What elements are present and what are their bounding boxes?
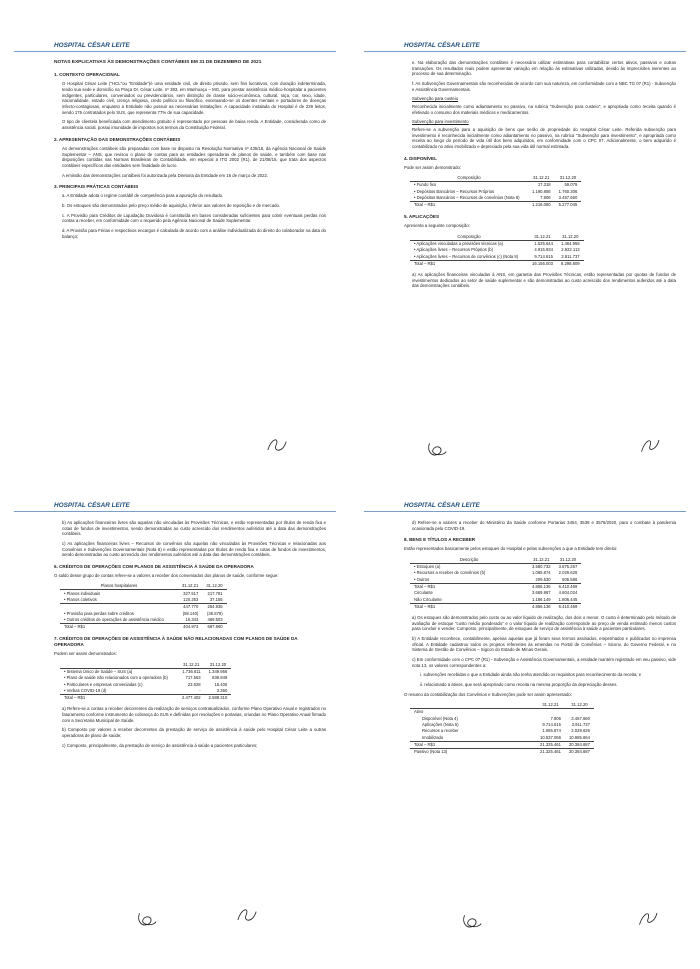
table-header: Composição xyxy=(410,174,528,181)
section-title: 1. CONTEXTO OPERACIONAL xyxy=(54,72,120,78)
footnote: b) A Entidade reconhece, contabilmente, apenas aquelas que já foram seus termos assinados, empenhados e publicados no imprensa oficial. A Entidade cadastrou todos os projetos referentes às emendas no Portal de Convênios – Siconv, do Governo Federal, e no Sistema de Gestão de Convênios – Sigcon do Estado de Minas Gerais. xyxy=(412,635,676,653)
table-row: • Outros créditos de operações de assistência médico 16.343 469.503 xyxy=(64,617,223,623)
disponivel-table xyxy=(410,174,581,208)
table-header: 31.12.20 xyxy=(205,661,232,668)
table-row: • Depósitos Bancários – Recursos de convênios (Nota 8) 7.906 3.457.660 xyxy=(414,195,578,201)
creditos-planos-table xyxy=(60,583,227,631)
paragraph: Refere-se a subvenção para a aquisição de bens que serão de propriedade do Hospital César Leite. Referida subvenção para investimento é reconhecida inicialmente como adiantamento no passivo, na rubrica "Subvenção para investimento", e apropriada como receita ao longo do período de vida útil dos bens adquiridos, em conformidade com o CPC 07. Adicionalmente, o bem adquirido é contabilizado no ativo imobilizado e depreciado pela sua vida útil normal estimada. xyxy=(412,127,676,150)
table-header: 31.12.21 xyxy=(528,233,557,240)
table-row: Recursos a receber 1.065.874 2.029.626 xyxy=(422,728,590,734)
table-row: • Sistema Único de Saúde – SUS (a) 1.736.611 1.349.956 xyxy=(64,669,228,675)
list-item: b. Os estoques são demonstrados pelo preço médio de aquisição, inferior aos valores de reposição e de mercado. xyxy=(62,202,281,208)
table-header: Composição xyxy=(410,233,528,240)
table-header: 31.12.20 xyxy=(565,701,594,708)
signature-mark xyxy=(459,912,485,932)
footnote: b) Composto por valores a receber decorrentes da prestação de serviço de assistência à saúde pelo Hospital César Leite a outras operadoras de plano de saúde; xyxy=(62,727,326,738)
footnote: c) Composto, principalmente, da prestação de serviço de assistência à saúde a pacientes particulares; xyxy=(62,742,258,748)
table-row: • Aplicações livres – Recursos Próprios (b) 4.915.934 2.922.113 xyxy=(414,247,580,253)
footnote: c) As aplicações financeiras livres – Recursos de convênios são aquelas não vinculadas às Provisões Técnicas e relacionadas aos Convênios e Subvenções Governamentais (Nota 8) e estão representadas por títulos de renda fixa e cotas de fundos de investimentos, sendo demonstradas ao custo acrescido dos rendimentos auferidos até a data das demonstrações contábeis. xyxy=(62,541,326,558)
document-page-2 xyxy=(364,40,686,480)
signature-mark xyxy=(634,908,660,928)
table-row: Circulante 3.669.987 4.604.024 xyxy=(414,590,578,596)
table-row: • Depósitos Bancários – Recursos Próprios 1.190.856 1.760.306 xyxy=(414,188,578,194)
table-row: • Verbas COVID-19 (d) - 3.360 xyxy=(64,688,228,693)
table-row: Aplicações (Nota 5) 9.714.615 3.911.737 xyxy=(422,721,590,727)
table-row: • Fundo fixo 17.318 59.079 xyxy=(414,182,578,188)
paragraph: O resumo da contabilização dos Convênios e Subvenções pode ser assim apresentado: xyxy=(404,691,572,697)
list-item: d. A Provisão para Férias e respectivos encargos é calculada de acordo com a análise individualizada do direito do colaborador na data do balanço; xyxy=(62,227,326,239)
table-row: Imobilizado 10.537.066 10.985.664 xyxy=(422,734,590,740)
list-item: e. Na elaboração das demonstrações contábeis é necessário utilizar estimativas para contabilizar certos ativos, passivos e outras transações. Os resultados reais podem apresentar variação em relação às estimativas utilizadas, devido às imprecisões inerentes ao processo de sua determinação. xyxy=(412,60,676,77)
table-header: 31.12.21 xyxy=(528,556,555,563)
paragraph: A emissão das demonstrações contábeis foi autorizada pela Diretoria da Entidade em 16 de março de 2022. xyxy=(62,172,269,178)
table-row: Não Circulante 1.186.149 1.806.445 xyxy=(414,596,578,602)
section-title: 6. CRÉDITOS DE OPERAÇÕES COM PLANOS DE ASSISTÊNCIA À SAÚDE DA OPERADORA xyxy=(54,564,254,570)
paragraph: O tipo de clientela beneficiada com atendimento gratuito é representado por pessoas de baixa renda. A Entidade, considerada como de assistência social, possui imunidade de impostos nos termos da Constituição Federal. xyxy=(62,119,326,131)
footnote: b) As aplicações financeiras livres são aquelas não vinculadas às Provisões Técnicas, e estão representadas por títulos de renda fixa e cotas de fundos de investimentos, sendo demonstradas ao custo acrescido dos rendimentos auferidos até a data das demonstrações contábeis. xyxy=(62,520,326,537)
table-row: • Provisão para perdas sobre créditos (59.140) (36.578) xyxy=(64,610,223,616)
table-header: Planos hospitalares xyxy=(60,583,178,590)
table-total-row: Total – R$1 4.856.136 6.410.469 xyxy=(410,603,581,610)
table-row: • Particulares e empresas conveniadas (c) 23.628 18.405 xyxy=(64,681,228,687)
convenios-subvencoes-table xyxy=(410,701,594,755)
section-title: 2. APRESENTAÇÃO DAS DEMONSTRAÇÕES CONTÁBEIS xyxy=(54,136,181,142)
table-total-row: Total – R$1 2.477.402 2.588.310 xyxy=(60,694,231,701)
paragraph: Podem ser assim demonstrados: xyxy=(54,651,117,657)
table-header: 31.12.20 xyxy=(202,583,226,590)
table-total-row: Total – R$1 21.325.461 20.384.687 xyxy=(410,741,594,748)
footnote: a) Os estoques são demonstrados pelo custo ou ao valor líquido de realização, dos dois o menor. O custo é determinado pelo método de avaliação de estoque "custo médio ponderado" e o valor líquido de realização corresponde ao preço de venda estimado menos custos para concluir e vender. Composto, principalmente, de estoques de serviço de assistência à saúde a pacientes particulares. xyxy=(412,614,676,632)
list-item: i. subvenções recebidas e que a Entidade ainda não tenha atendido os requisitos para reconhecimento da receita; e xyxy=(420,672,642,678)
table-header xyxy=(60,661,178,668)
table-header: 31.12.21 xyxy=(178,661,205,668)
table-row: • Planos coletivos 120.253 37.155 xyxy=(64,597,223,603)
footnote: a) As aplicações financeiras vinculadas à ANS, em garantia das Provisões Técnicas, estão representadas por quotas de fundos de investimentos dedicados ao setor de saúde suplementar e são demonstradas ao custo acrescido dos rendimentos auferidos até a data das demonstrações contábeis. xyxy=(412,271,676,289)
table-header: 31.12.20 xyxy=(555,556,582,563)
signature-mark xyxy=(264,435,290,455)
paragraph: Estão representados basicamente pelos estoques do Hospital e pelas subvenções a que a Entidade tem direito: xyxy=(404,546,618,552)
table-row: • Plano de saúde não relacionados com a operadora (b) 717.563 839.949 xyxy=(64,675,228,681)
paragraph: As demonstrações contábeis são preparadas com base no disposto na Resolução Normativa nº 435/18, da Agência Nacional de Saúde Suplementar – ANS, que revisou o plano de contas para as entidades operadoras de planos de saúde, e também com base nas disposições contidas nas Normas Brasileiras de Contabilidade, em especial a ITG 2002 (R1), de 21/08/15, que trata dos aspectos contábeis específicos das entidades sem finalidade de lucro. xyxy=(62,145,326,168)
document-page-3 xyxy=(14,500,336,940)
table-total-row: Total – R$1 404.973 687.860 xyxy=(60,623,227,630)
subsection-title: Subvenção para custeio xyxy=(412,96,459,102)
table-total-row: Total – R$1 16.156.003 8.298.809 xyxy=(410,260,584,267)
signature-mark xyxy=(234,905,260,925)
table-row: 447.770 254.935 xyxy=(60,603,227,610)
table-total-row: Total – R$1 4.856.136 6.410.469 xyxy=(410,583,581,590)
table-header: 31.12.20 xyxy=(557,233,584,240)
table-header: 31.12.21 xyxy=(536,701,565,708)
paragraph: Reconhecida inicialmente como adiantamento no passivo, na rubrica "Subvenção para custeio", e apropriada como receita quando é efetivado o consumo dos materiais médicos e medicamentos. xyxy=(412,104,676,115)
table-row: • Outros 209.530 505.586 xyxy=(414,576,578,582)
list-item: c. A Provisão para Créditos de Liquidação Duvidosa é constituída em bases consideradas suficientes para cobrir eventuais perdas nos contas a receber, em conformidade com o requerido pela Agência Nacional de Saúde Suplementar. xyxy=(62,212,326,224)
list-item: ii. relacionado a ativos, que será apropriado como receita na mesma proporção da depreciação desses. xyxy=(420,681,618,687)
table-header: 31.12.20 xyxy=(555,174,582,181)
table-header: Descrição xyxy=(410,556,528,563)
signature-mark xyxy=(636,435,662,455)
table-row: • Planos individuais 327.517 217.781 xyxy=(64,590,223,596)
paragraph: Apresenta a seguinte composição: xyxy=(404,223,470,229)
creditos-nao-relacionados-table xyxy=(60,661,231,701)
footnote: a) Refere-se a contas a receber decorrentes da realização de serviços contratualizados, conforme Plano Operativo Anual e registrados no faturamento conforme instrumento de cobrança do SUS e definidas por resoluções e portarias, oriundas no Plano Operativo Anual firmado com a Secretaria Municipal de Saúde. xyxy=(62,706,326,723)
footnote: d) Refere-se a valores a receber do Ministério da Saúde conforme Portarias 3454, 3538 e 3576/2020, para o combate à pandemia ocasionada pelo COVID-19. xyxy=(412,520,676,531)
table-row: • Recursos a receber de convênios (b) 1.065.874 2.029.626 xyxy=(414,570,578,576)
table-total-row: Total – R$1 1.216.080 5.277.045 xyxy=(410,202,581,209)
table-header xyxy=(410,701,536,708)
list-item: f. As Subvenções Governamentais são reconhecidas de acordo com sua natureza, em conformidade com a NBC TG 07 (R1) - Subvenção e Assistência Governamentais. xyxy=(412,81,676,92)
section-title: 7. CRÉDITOS DE OPERAÇÕES DE ASSISTÊNCIA À SAÚDE NÃO RELACIONADAS COM PLANOS DE SAÚDE DA OPERADORA xyxy=(54,636,298,648)
paragraph: O Hospital César Leite ("HCL"ou "Entidade")é uma entidade civil, de direito privado, sem fins lucrativos, com duração indeterminada, tendo sua sede e domicílio na Praça Dr. César Leite, nº 383, em Manhuaçu – MG, para prestar assistência médico-hospitalar a pacientes indigentes, particulares, conveniados ou previdenciários, sem distinção de classe sócio-econômica, cultural, raça, cor, sexo, idade, nacionalidade, estado civil, crença religiosa, credo político ou filosófico, excetuando-se os doentes mentais e portadores de doenças infecto-contagiosas, enquanto a Entidade não possuir as necessárias instalações. A capacidade instalada do Hospital é de 229 leitos, sendo 176 contratados pelo SUS, que representa 77% de sua capacidade. xyxy=(62,81,326,115)
table-total-row: Passivo (Nota 13) 21.325.461 20.384.687 xyxy=(410,748,594,755)
section-title: 5. APLICAÇÕES xyxy=(404,214,440,220)
document-page-4 xyxy=(364,500,686,940)
signature-mark xyxy=(134,910,160,930)
signature-mark xyxy=(424,440,450,460)
footnote: c) Em conformidade com o CPC 07 (R1) - Subvenção e Assistência Governamentais, a entidade mantém registrado em seu passivo, vide nota 13, os valores correspondentes a: xyxy=(412,656,676,668)
page-header: HOSPITAL CÉSAR LEITE xyxy=(14,500,336,512)
section-title: 4. DISPONÍVEL xyxy=(404,155,437,161)
aplicacoes-table xyxy=(410,233,584,267)
table-section-row: Ativo xyxy=(414,709,424,715)
section-title: 8. BENS E TÍTULOS A RECEBER xyxy=(404,537,476,543)
page-header: HOSPITAL CÉSAR LEITE xyxy=(364,40,686,52)
table-row: Disponível (Nota 4) 7.906 3.457.660 xyxy=(422,715,590,721)
table-row: • Aplicações livres – Recursos de convênios (c) (Nota 8) 9.714.615 3.911.737 xyxy=(414,253,580,259)
paragraph: O saldo desse grupo de contas refere-se a valores a receber dos conveniados dos planos de saúde, conforme segue: xyxy=(54,573,279,579)
bens-titulos-table xyxy=(410,556,581,610)
table-row: • Estoques (a) 3.580.732 3.875.257 xyxy=(414,564,578,570)
section-title: 3. PRINCIPAIS PRÁTICAS CONTÁBEIS xyxy=(54,184,139,190)
page-header: HOSPITAL CÉSAR LEITE xyxy=(364,500,686,512)
table-header: 31.12.21 xyxy=(178,583,202,590)
page-header: HOSPITAL CÉSAR LEITE xyxy=(14,40,336,52)
document-title: NOTAS EXPLICATIVAS ÀS DEMONSTRAÇÕES CONTÁBEIS EM 31 DE DEZEMBRO DE 2021 xyxy=(54,60,262,65)
document-page-1 xyxy=(14,40,336,480)
paragraph: Pode ser assim demonstrado: xyxy=(404,164,462,170)
table-header: 31.12.21 xyxy=(528,174,555,181)
list-item: a. A Entidade adota o regime contábil de competência para a apuração do resultado. xyxy=(62,193,224,199)
subsection-title: Subvenção para investimento xyxy=(412,119,469,125)
table-row: • Aplicações vinculadas a provisões técnicas (a) 1.525.644 1.464.959 xyxy=(414,241,580,246)
